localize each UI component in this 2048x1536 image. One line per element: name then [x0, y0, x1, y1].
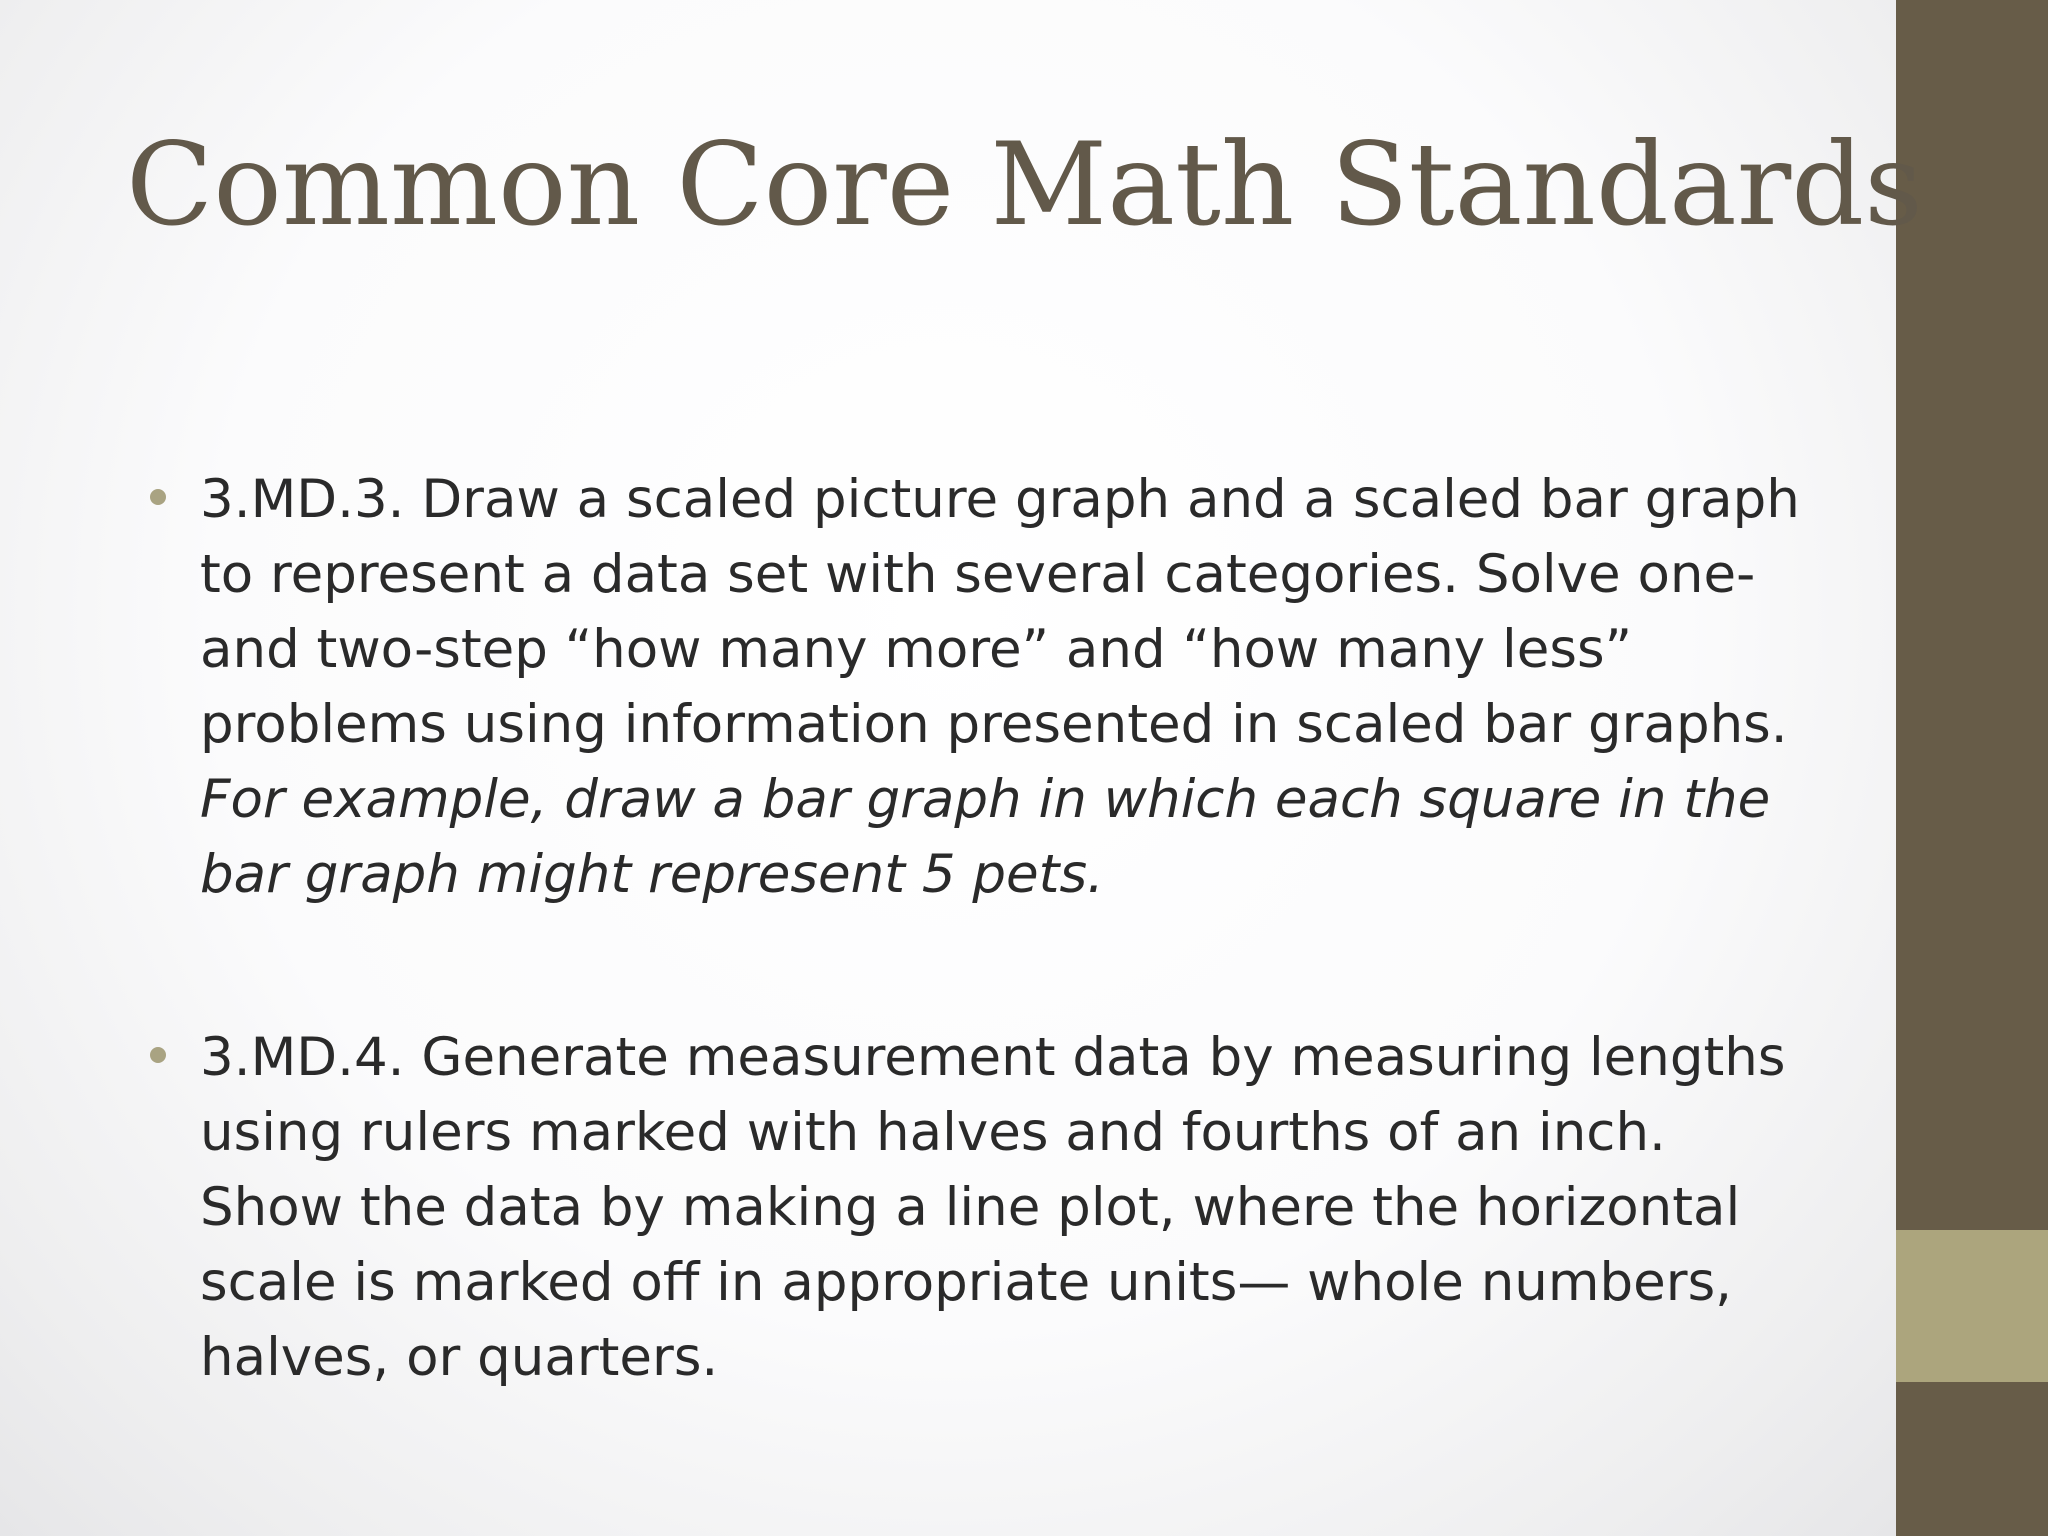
bullet-item-3md4 [146, 1020, 1806, 1395]
bullet-dot-icon [150, 489, 166, 505]
bullet-text: 3.MD.3. Draw a scaled picture graph and a scaled bar graph to represent a data set with several categories. Solve one- and two-step “how many more” and “how many less” problems using information presented in scaled bar graphs. [200, 469, 1800, 755]
bullet-item-3md3 [146, 462, 1806, 912]
bullet-example-text: For example, draw a bar graph in which each square in the bar graph might represent 5 pets. [200, 769, 1771, 905]
bullet-text: 3.MD.4. Generate measurement data by measuring lengths using rulers marked with halves and fourths of an inch. Show the data by making a line plot, where the horizontal scale is marked off in appropriate units— whole numbers, halves, or quarters. [200, 1027, 1786, 1388]
side-accent-band [1896, 1230, 2048, 1382]
bullet-dot-icon [150, 1047, 166, 1063]
slide-title: Common Core Math Standards [126, 118, 1923, 251]
bullet-list [146, 462, 1806, 1503]
